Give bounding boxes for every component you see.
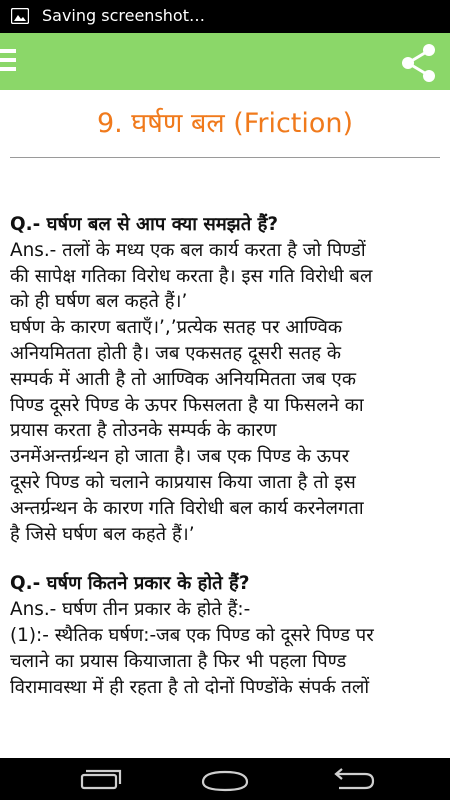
status-notification-text: Saving screenshot… <box>42 6 205 25</box>
answer-1-line: की सापेक्ष गतिका विरोध करता है। इस गति विरोधी बल <box>10 265 373 287</box>
answer-1-line: अनियमितता होती है। जब एकसतह दूसरी सतह के <box>10 342 342 364</box>
answer-1-line: दूसरे पिण्ड को चलाने काप्रयास किया जाता है तो इस <box>10 471 356 493</box>
paragraph-gap <box>10 547 440 571</box>
image-notification-icon <box>11 8 29 24</box>
answer-1-line: उनमेंअन्तर्ग्रन्थन हो जाता है। जब एक पिण्ड के ऊपर <box>10 446 350 468</box>
title-divider <box>10 157 440 158</box>
answer-1-line: अन्तर्ग्रन्थन के कारण गति विरोधी बल कार्य करनेलगता <box>10 497 364 519</box>
answer-2-line: Ans.- घर्षण तीन प्रकार के होते हैं:- <box>10 599 251 621</box>
status-bar <box>0 0 450 33</box>
home-icon[interactable] <box>197 764 253 794</box>
article-content[interactable] <box>0 90 450 758</box>
recent-apps-icon[interactable] <box>74 764 130 794</box>
question-1: Q.- घर्षण बल से आप क्या समझते हैं? <box>10 214 279 235</box>
answer-2-line: (1):- स्थैतिक घर्षण:-जब एक पिण्ड को दूसरे पिण्ड पर <box>10 624 374 646</box>
back-icon[interactable] <box>325 764 381 794</box>
answer-1-line: सम्पर्क में आती है तो आण्विक अनियमितता जब एक <box>10 368 356 390</box>
answer-1-line: Ans.- तलों के मध्य एक बल कार्य करता है जो पिण्डों <box>10 239 366 261</box>
navigation-bar <box>0 758 450 800</box>
answer-1-line: पिण्ड दूसरे पिण्ड के ऊपर फिसलता है या फिसलने का <box>10 394 364 416</box>
answer-1-line: है जिसे घर्षण बल कहते हैं।’ <box>10 523 195 545</box>
answer-2-line: विरामावस्था में ही रहता है तो दोनों पिण्डोंके संपर्क तलों <box>10 676 370 698</box>
answer-2-line: चलाने का प्रयास कियाजाता है फिर भी पहला पिण्ड <box>10 650 347 672</box>
answer-1-line: घर्षण के कारण बताएँ।’,’प्रत्येक सतह पर आण्विक <box>10 317 343 339</box>
answer-1-line: प्रयास करता है तोउनके सम्पर्क के कारण <box>10 420 277 442</box>
question-2: Q.- घर्षण कितने प्रकार के होते हैं? <box>10 573 250 595</box>
hamburger-icon[interactable] <box>0 49 18 75</box>
share-icon[interactable] <box>394 38 446 86</box>
answer-1-line: को ही घर्षण बल कहते हैं।’ <box>10 291 188 313</box>
article-title: 9. घर्षण बल (Friction) <box>96 108 354 139</box>
article-body <box>10 212 440 700</box>
app-bar <box>0 33 450 90</box>
